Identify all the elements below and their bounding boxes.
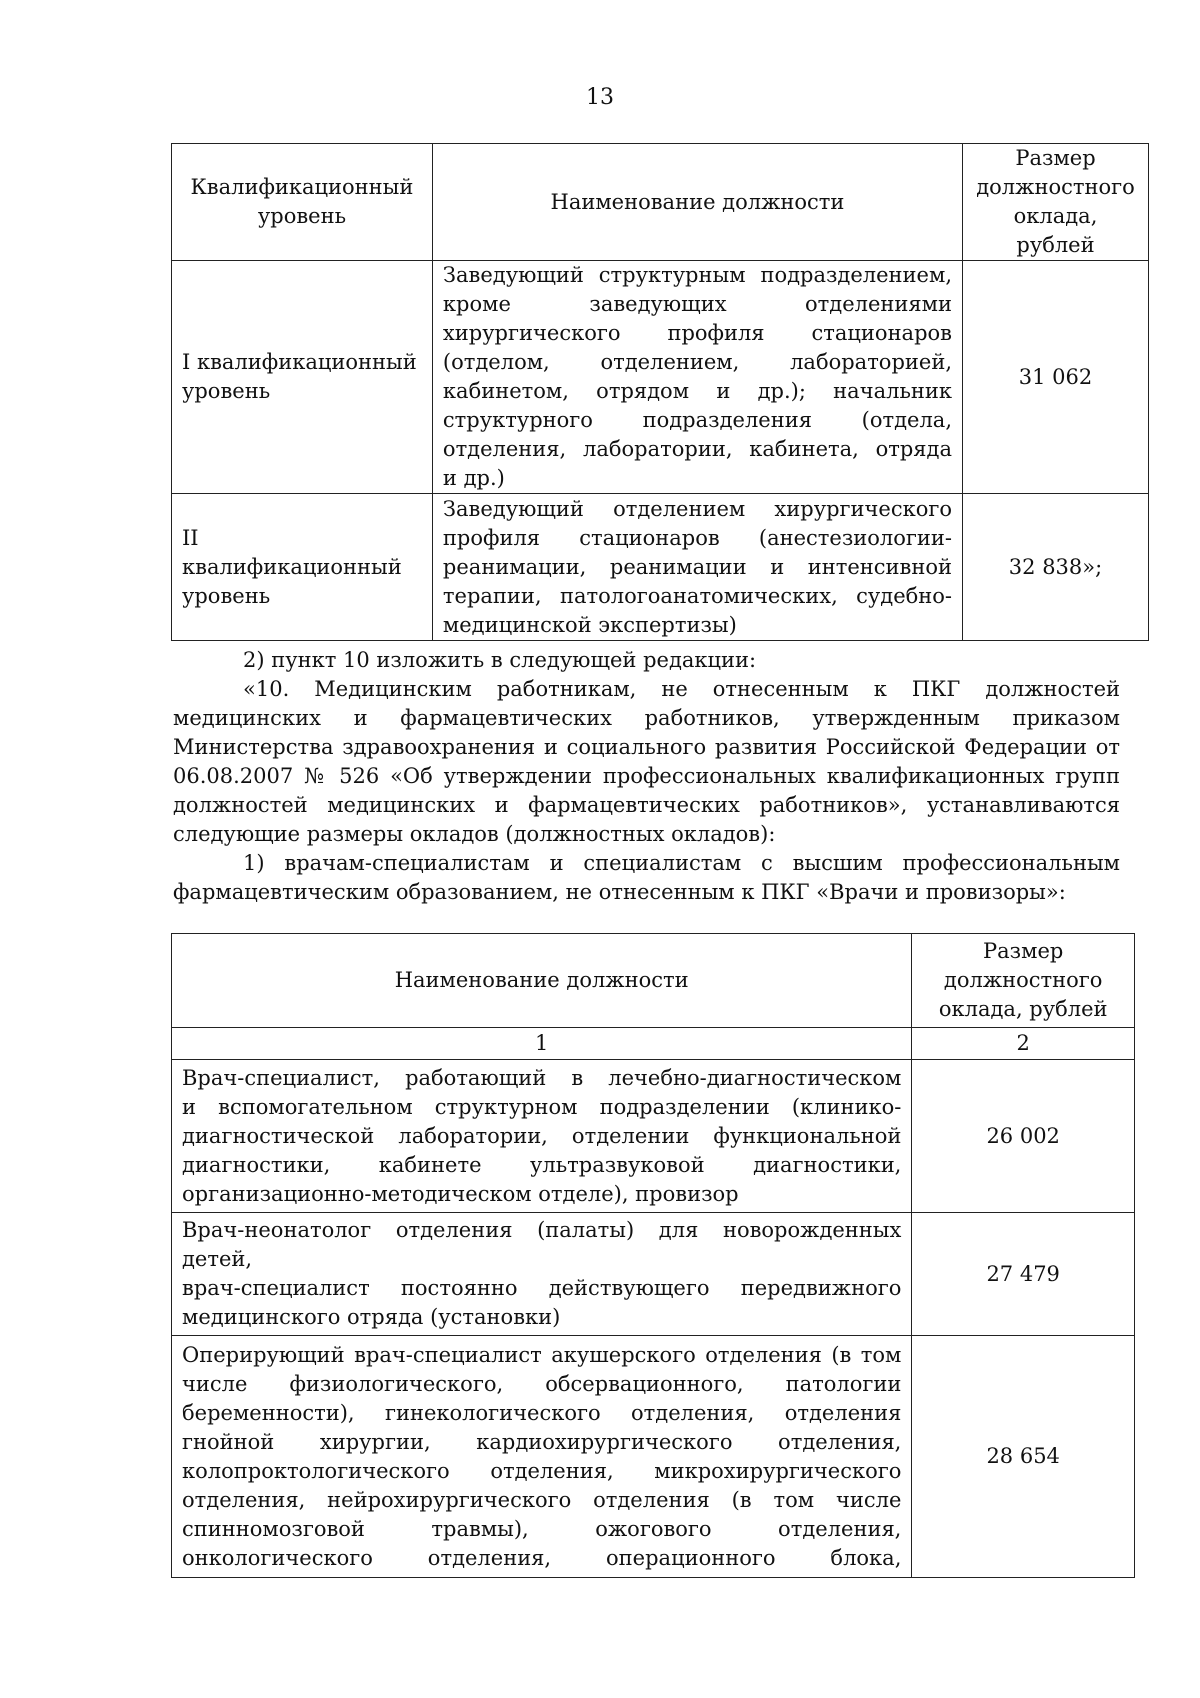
doctor-salary-table xyxy=(171,933,1135,1578)
header-position: Наименование должности xyxy=(432,144,962,261)
column-number: 1 xyxy=(172,1028,912,1060)
row-level: I квалификационный уровень xyxy=(172,261,433,494)
position-line: отделения, нейрохирургического отделения (в том числе xyxy=(182,1487,902,1512)
position-line: спинномозговой травмы), ожогового отделения, xyxy=(182,1516,902,1541)
position-line: отделения, лаборатории, кабинета, отряда xyxy=(442,437,952,461)
row-salary: 26 002 xyxy=(912,1060,1135,1213)
row-level: II квалификационный уровень xyxy=(172,494,433,641)
position-line: диагностики, кабинете ультразвуковой диагностики, xyxy=(182,1152,902,1177)
position-line: Врач-специалист, работающий в лечебно-диагностическом xyxy=(182,1065,902,1090)
position-line: Заведующий структурным подразделением, xyxy=(442,263,952,287)
header-level: Квалификационный уровень xyxy=(172,144,433,261)
row-position xyxy=(432,261,962,494)
header-salary: Размер должностного оклада, рублей xyxy=(963,144,1149,261)
row-salary: 28 654 xyxy=(912,1336,1135,1578)
position-line: кабинетом, отрядом и др.); начальник xyxy=(442,379,952,403)
header-salary: Размер должностного оклада, рублей xyxy=(912,934,1135,1028)
table-row xyxy=(172,261,1149,494)
position-line: терапии, патологоанатомических, судебно- xyxy=(442,583,952,608)
position-line: гнойной хирургии, кардиохирургического отделения, xyxy=(182,1429,902,1454)
row-position xyxy=(172,1213,912,1336)
position-line: Врач-неонатолог отделения (палаты) для новорожденных детей, xyxy=(182,1218,902,1271)
position-line: числе физиологического, обсервационного, патологии xyxy=(182,1371,902,1396)
position-line: и вспомогательном структурном подразделении (клинико- xyxy=(182,1094,902,1119)
header-position: Наименование должности xyxy=(172,934,912,1028)
paragraph-item-2: 2) пункт 10 изложить в следующей редакции: xyxy=(243,648,757,672)
position-line: реанимации, реанимации и интенсивной xyxy=(442,554,952,579)
row-position xyxy=(172,1060,912,1213)
position-line: колопроктологического отделения, микрохирургического xyxy=(182,1458,902,1483)
column-numbers-row xyxy=(172,1028,1135,1060)
position-line: онкологического отделения, операционного блока, xyxy=(182,1545,902,1570)
row-salary: 32 838»; xyxy=(963,494,1149,641)
page-number: 13 xyxy=(586,85,614,110)
row-salary: 31 062 xyxy=(963,261,1149,494)
position-line: диагностической лаборатории, отделении функциональной xyxy=(182,1123,902,1148)
row-position xyxy=(432,494,962,641)
table-row xyxy=(172,494,1149,641)
position-line: профиля стационаров (анестезиологии- xyxy=(442,525,952,550)
table-row xyxy=(172,1060,1135,1213)
table-row xyxy=(172,1336,1135,1578)
position-line: Оперирующий врач-специалист акушерского отделения (в том xyxy=(182,1342,902,1367)
position-line-last: организационно-методическом отделе), провизор xyxy=(182,1181,739,1206)
position-line: Заведующий отделением хирургического xyxy=(442,496,952,521)
paragraph-item-10: «10. Медицинским работникам, не отнесенным к ПКГ должностей медицинских и фармацевтических работников, утвержденным приказом Министерства здравоохранения и социального развития Российской Федерации от 06.08.2007 № 526 «Об утверждении профессиональных квалификационных групп должностей медицинских и фармацевтических работников», устанавливаются следующие размеры окладов (должностных окладов): xyxy=(173,677,1120,846)
position-line: врач-специалист постоянно действующего передвижного xyxy=(182,1276,902,1300)
table-row xyxy=(172,1213,1135,1336)
position-line: структурного подразделения (отдела, xyxy=(442,408,952,432)
table-header-row xyxy=(172,934,1135,1028)
position-line: хирургического профиля стационаров xyxy=(442,321,952,345)
paragraph-subitem-1: 1) врачам-специалистам и специалистам с высшим профессиональным фармацевтическим образованием, не отнесенным к ПКГ «Врачи и провизоры»: xyxy=(173,851,1120,904)
table-header-row xyxy=(172,144,1149,261)
position-line: (отделом, отделением, лабораторией, xyxy=(442,350,952,374)
column-number: 2 xyxy=(912,1028,1135,1060)
position-line-last: и др.) xyxy=(442,466,505,490)
position-line-last: медицинской экспертизы) xyxy=(442,612,737,637)
qualification-levels-table xyxy=(171,143,1149,641)
row-salary: 27 479 xyxy=(912,1213,1135,1336)
row-position xyxy=(172,1336,912,1578)
position-line: беременности), гинекологического отделения, отделения xyxy=(182,1400,902,1425)
position-line-last: медицинского отряда (установки) xyxy=(182,1305,561,1329)
position-line: кроме заведующих отделениями xyxy=(442,292,952,316)
